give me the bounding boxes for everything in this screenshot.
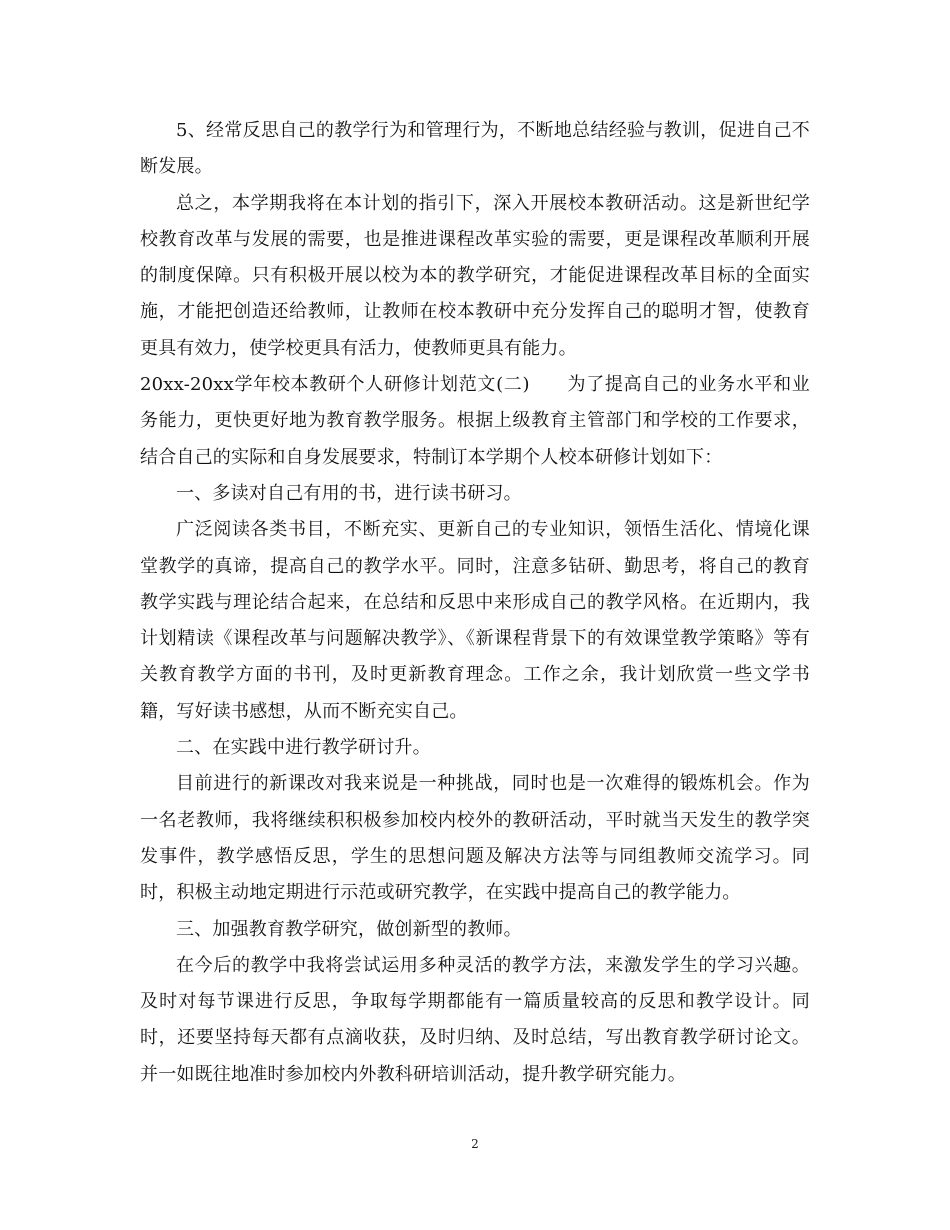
document-body bbox=[140, 113, 810, 1093]
paragraph-practice: 目前进行的新课改对我来说是一种挑战，同时也是一次难得的锻炼机会。作为一名老教师，我将继续积积极参加校内校外的教研活动，平时就当天发生的教学突发事件，教学感悟反思，学生的思想问题及解决方法等与同组教师交流学习。同时，积极主动地定期进行示范或研究教学，在实践中提高自己的教学能力。 bbox=[140, 773, 810, 904]
page-number: 2 bbox=[471, 1137, 479, 1151]
section-heading-reading: 一、多读对自己有用的书，进行读书研习。 bbox=[176, 482, 522, 504]
section-heading-research: 三、加强教育教学研究，做创新型的教师。 bbox=[176, 918, 522, 940]
paragraph-plan-intro: 20xx-20xx学年校本教研个人研修计划范文(二) 为了提高自己的业务水平和业务能力，更快更好地为教育教学服务。根据上级教育主管部门和学校的工作要求，结合自己的实际和自身发展要求，特制订本学期个人校本研修计划如下： bbox=[140, 374, 810, 468]
paragraph-reading: 广泛阅读各类书目，不断充实、更新自己的专业知识，领悟生活化、情境化课堂教学的真谛，提高自己的教学水平。同时，注意多钻研、勤思考，将自己的教育教学实践与理论结合起来，在总结和反思中来形成自己的教学风格。在近期内，我计划精读《课程改革与问题解决教学》、《新课程背景下的有效课堂教学策略》等有关教育教学方面的书刊，及时更新教育理念。工作之余，我计划欣赏一些文学书籍，写好读书感想，从而不断充实自己。 bbox=[140, 519, 810, 722]
section-heading-practice: 二、在实践中进行教学研讨升。 bbox=[176, 737, 431, 759]
paragraph-research: 在今后的教学中我将尝试运用多种灵活的教学方法，来激发学生的学习兴趣。及时对每节课进行反思，争取每学期都能有一篇质量较高的反思和教学设计。同时，还要坚持每天都有点滴收获，及时归纳、及时总结，写出教育教学研讨论文。并一如既往地准时参加校内外教科研培训活动，提升教学研究能力。 bbox=[140, 954, 810, 1085]
paragraph-reflection: 5、经常反思自己的教学行为和管理行为，不断地总结经验与教训，促进自己不断发展。 bbox=[140, 120, 810, 178]
paragraph-summary: 总之，本学期我将在本计划的指引下，深入开展校本教研活动。这是新世纪学校教育改革与发展的需要，也是推进课程改革实验的需要，更是课程改革顺利开展的制度保障。只有积极开展以校为本的教学研究，才能促进课程改革目标的全面实施，才能把创造还给教师，让教师在校本教研中充分发挥自己的聪明才智，使教育更具有效力，使学校更具有活力，使教师更具有能力。 bbox=[140, 192, 810, 359]
